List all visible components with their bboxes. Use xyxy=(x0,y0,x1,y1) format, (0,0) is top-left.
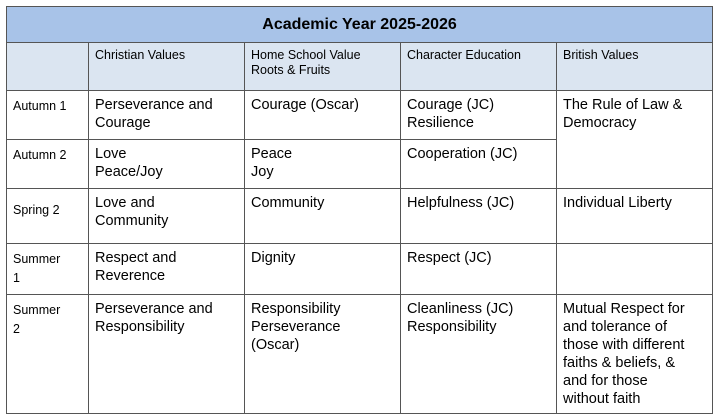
character-cell xyxy=(401,91,557,140)
cell-line: Cleanliness (JC) xyxy=(407,301,514,317)
character-cell xyxy=(401,189,557,244)
term-cell xyxy=(7,244,89,295)
character-cell xyxy=(401,140,557,189)
term-label: 1 xyxy=(13,271,20,285)
cell-line: Community xyxy=(95,213,169,229)
table-title: Academic Year 2025-2026 xyxy=(7,7,713,43)
cell-line: Dignity xyxy=(251,250,296,266)
cell-line: Courage xyxy=(95,115,151,131)
term-cell xyxy=(7,189,89,244)
cell-line: Reverence xyxy=(95,268,166,284)
cell-line: Mutual Respect for xyxy=(563,301,685,317)
british-cell-merged xyxy=(557,91,713,189)
header-home-school-line-1: Home School Value xyxy=(251,48,361,62)
christian-cell xyxy=(89,295,245,414)
british-cell xyxy=(557,244,713,295)
term-label: Autumn 2 xyxy=(13,148,67,162)
christian-cell xyxy=(89,91,245,140)
header-row xyxy=(7,43,713,91)
character-cell xyxy=(401,244,557,295)
cell-line: Perseverance and xyxy=(95,97,213,113)
term-label: Spring 2 xyxy=(13,203,60,217)
cell-line: Love and xyxy=(95,195,155,211)
cell-line: Individual Liberty xyxy=(563,195,672,211)
table-row xyxy=(7,189,713,244)
cell-line: those with different xyxy=(563,337,685,353)
term-label: Autumn 1 xyxy=(13,99,67,113)
christian-cell xyxy=(89,140,245,189)
header-british-values xyxy=(557,43,713,91)
home-cell xyxy=(245,244,401,295)
table-row xyxy=(7,91,713,140)
header-christian-values xyxy=(89,43,245,91)
british-cell xyxy=(557,189,713,244)
cell-line: faiths & beliefs, & xyxy=(563,355,676,371)
british-cell xyxy=(557,295,713,414)
home-cell xyxy=(245,140,401,189)
term-cell xyxy=(7,91,89,140)
cell-line: Peace/Joy xyxy=(95,164,163,180)
term-label: 2 xyxy=(13,322,20,336)
header-character-education xyxy=(401,43,557,91)
header-christian-values-label: Christian Values xyxy=(95,48,186,62)
cell-line: and for those xyxy=(563,373,648,389)
term-cell xyxy=(7,295,89,414)
home-cell xyxy=(245,295,401,414)
term-label: Summer xyxy=(13,303,61,317)
title-row xyxy=(7,7,713,43)
cell-line: Perseverance xyxy=(251,319,341,335)
cell-line: Cooperation (JC) xyxy=(407,146,518,162)
christian-cell xyxy=(89,244,245,295)
table-row xyxy=(7,244,713,295)
cell-line: The Rule of Law & xyxy=(563,97,683,113)
cell-line: Community xyxy=(251,195,325,211)
character-cell xyxy=(401,295,557,414)
cell-line: Responsibility xyxy=(407,319,497,335)
home-cell xyxy=(245,91,401,140)
term-label: Summer xyxy=(13,252,61,266)
cell-line: (Oscar) xyxy=(251,337,300,353)
term-cell xyxy=(7,140,89,189)
cell-line: Resilience xyxy=(407,115,474,131)
home-cell xyxy=(245,189,401,244)
cell-line: Joy xyxy=(251,164,274,180)
cell-line: Love xyxy=(95,146,127,162)
values-table xyxy=(6,6,713,414)
header-character-education-label: Character Education xyxy=(407,48,521,62)
cell-line: Peace xyxy=(251,146,293,162)
header-home-school-value xyxy=(245,43,401,91)
christian-cell xyxy=(89,189,245,244)
cell-line: Helpfulness (JC) xyxy=(407,195,515,211)
cell-line: and tolerance of xyxy=(563,319,667,335)
cell-line: Respect and xyxy=(95,250,177,266)
header-home-school-line-2: Roots & Fruits xyxy=(251,63,331,77)
table-row xyxy=(7,295,713,414)
cell-line: Responsibility xyxy=(95,319,185,335)
cell-line: Courage (Oscar) xyxy=(251,97,359,113)
cell-line: Perseverance and xyxy=(95,301,213,317)
header-british-values-label: British Values xyxy=(563,48,639,62)
cell-line: Democracy xyxy=(563,115,637,131)
cell-line: Respect (JC) xyxy=(407,250,492,266)
cell-line: Courage (JC) xyxy=(407,97,495,113)
cell-line: without faith xyxy=(563,391,641,407)
cell-line: Responsibility xyxy=(251,301,341,317)
header-term xyxy=(7,43,89,91)
